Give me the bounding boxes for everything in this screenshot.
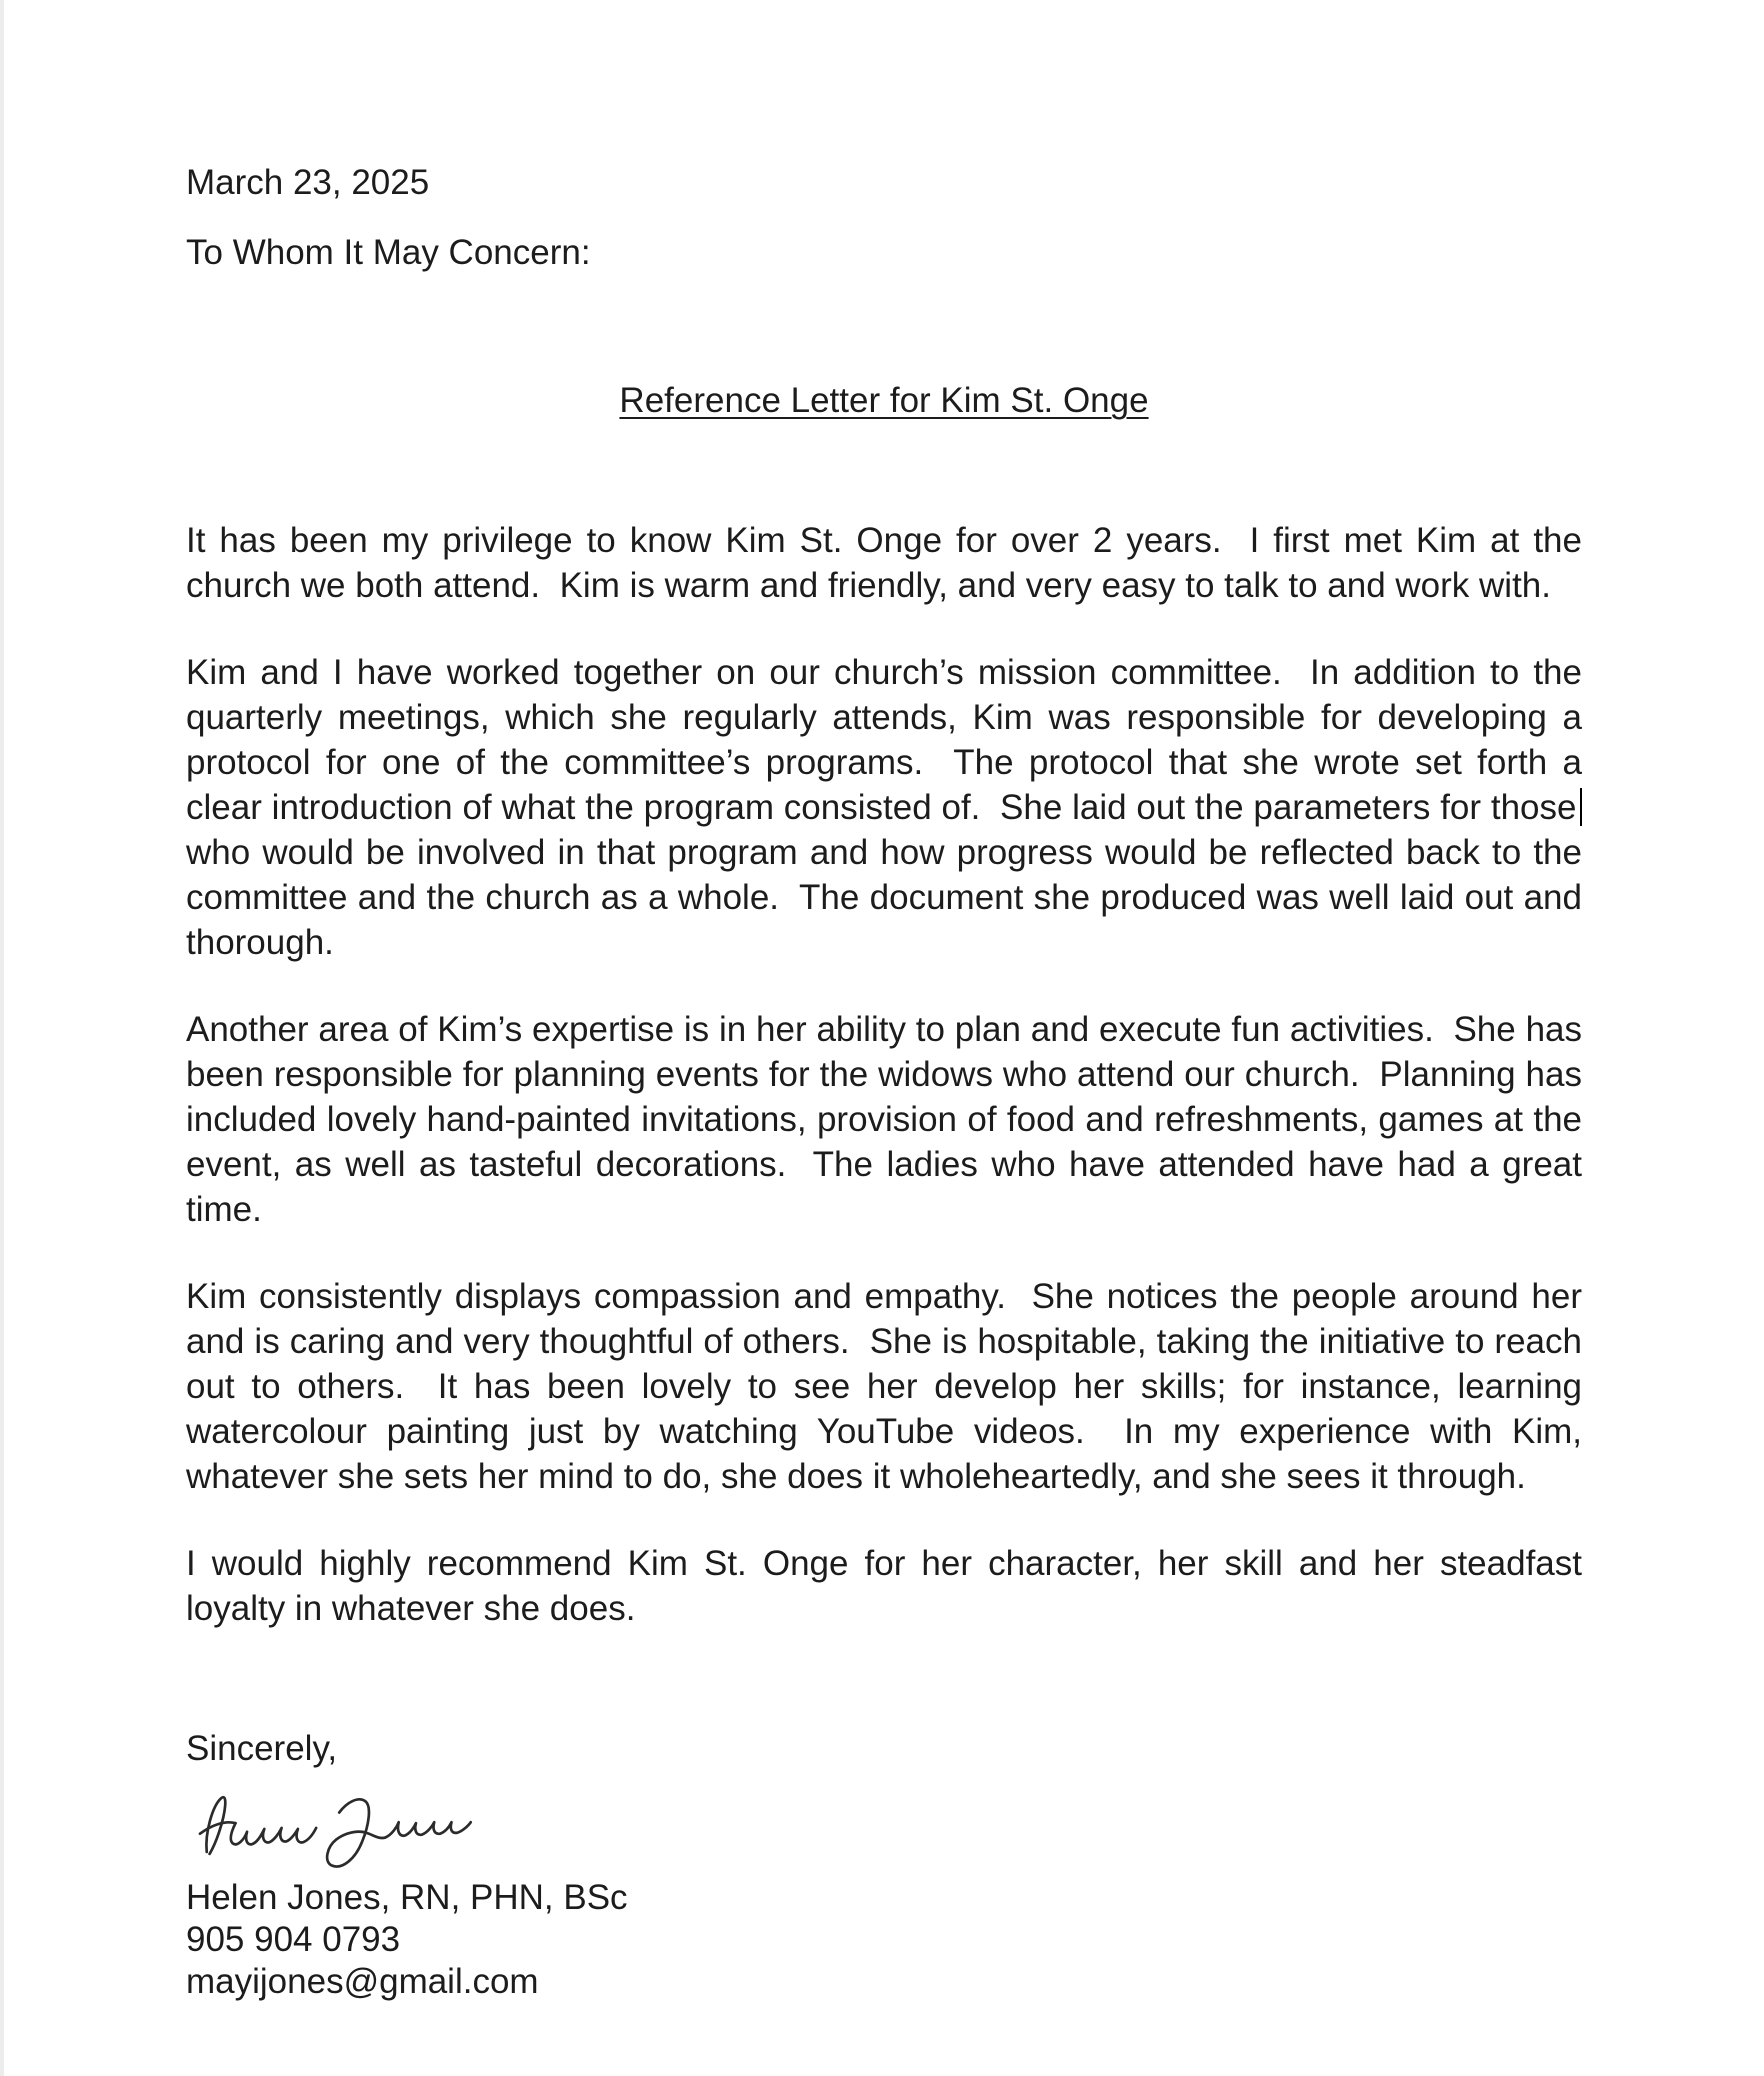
signer-email[interactable]: mayijones@gmail.com: [186, 1962, 539, 2001]
signer-phone[interactable]: 905 904 0793: [186, 1920, 401, 1959]
letter-closing[interactable]: Sincerely,: [186, 1729, 338, 1768]
paragraph-2-text-after-cursor: who would be involved in that program and how progress would be reflected back to the committee and the church as a whole. The document she produced was well laid out and thorough.: [186, 788, 1592, 962]
paragraph-1[interactable]: It has been my privilege to know Kim St. Onge for over 2 years. I first met Kim at the church we both attend. Kim is warm and friendly, and very easy to talk to and work with.: [186, 521, 1592, 605]
paragraph-5[interactable]: I would highly recommend Kim St. Onge for her character, her skill and her steadfast loyalty in whatever she does.: [186, 1544, 1592, 1628]
paragraph-2-text-before-cursor: Kim and I have worked together on our church’s mission committee. In addition to the quarterly meetings, which she regularly attends, Kim was responsible for developing a protocol for one of the committee’s programs. The protocol that she wrote set forth a clear introduction of what the program consisted of. She laid out the parameters for those: [186, 653, 1592, 827]
handwritten-signature[interactable]: [194, 1779, 1582, 1875]
signature-image: [194, 1779, 494, 1875]
page-edge: [0, 0, 4, 2076]
paragraph-2[interactable]: [186, 650, 1592, 965]
letter-date[interactable]: March 23, 2025: [186, 163, 430, 202]
paragraph-4[interactable]: Kim consistently displays compassion and empathy. She notices the people around her and is caring and very thoughtful of others. She is hospitable, taking the initiative to reach out to others. It has been lovely to see her develop her skills; for instance, learning watercolour painting just by watching YouTube videos. In my experience with Kim, whatever she sets her mind to do, she does it wholeheartedly, and she sees it through.: [186, 1277, 1592, 1496]
paragraph-3[interactable]: Another area of Kim’s expertise is in her ability to plan and execute fun activities. She has been responsible for planning events for the widows who attend our church. Planning has included lovely hand-painted invitations, provision of food and refreshments, games at the event, as well as tasteful decorations. The ladies who have attended have had a great time.: [186, 1010, 1592, 1229]
letter-title-text: Reference Letter for Kim St. Onge: [619, 381, 1149, 420]
letter-salutation[interactable]: To Whom It May Concern:: [186, 233, 591, 272]
letter-title[interactable]: [186, 378, 1582, 423]
signer-name-credentials[interactable]: Helen Jones, RN, PHN, BSc: [186, 1878, 628, 1917]
